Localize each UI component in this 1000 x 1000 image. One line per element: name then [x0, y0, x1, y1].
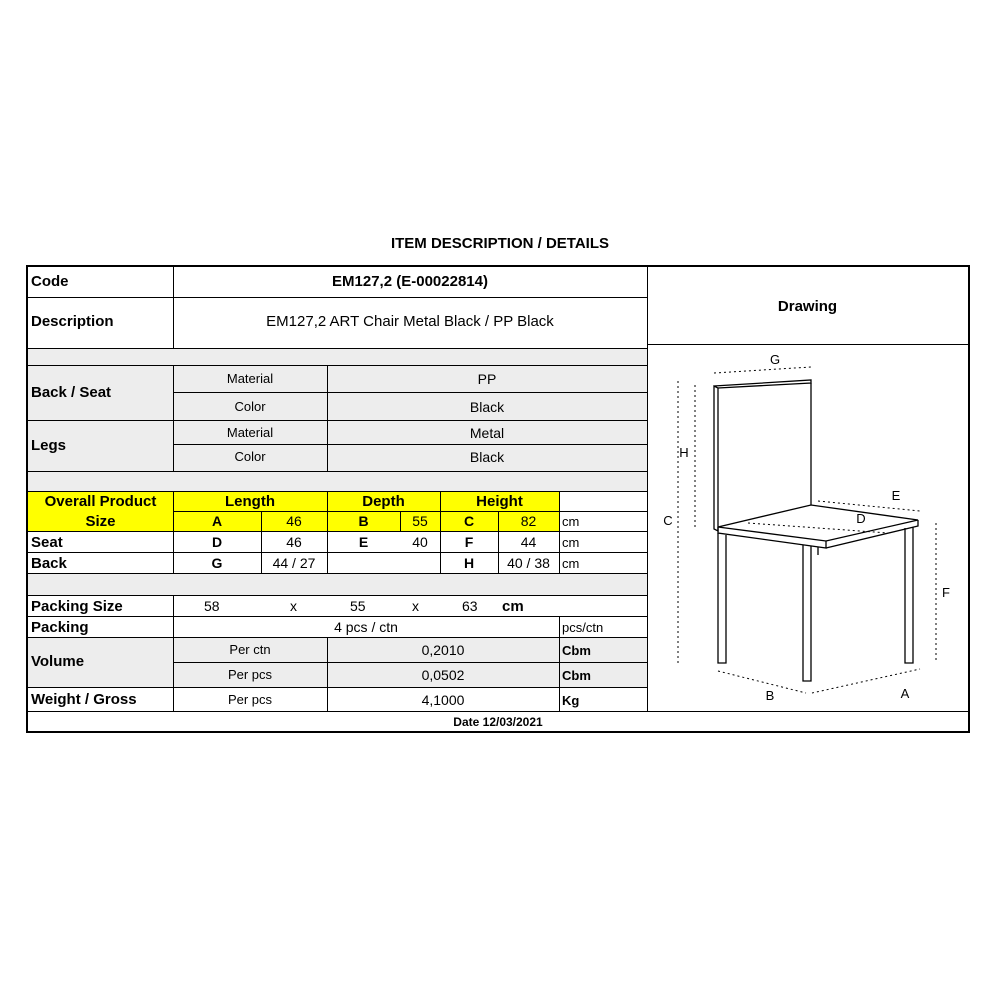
packing-label: Packing	[31, 619, 89, 636]
packing-size-height: 63	[462, 598, 478, 614]
chair-backrest	[714, 386, 718, 531]
dim-label-g: G	[769, 352, 781, 367]
spacer-row	[28, 348, 647, 365]
volume-per-pcs-label: Per pcs	[227, 667, 273, 682]
dim-label-b: B	[765, 688, 775, 703]
volume-per-pcs: 0,0502	[421, 667, 465, 683]
legs-color-label: Color	[234, 449, 266, 464]
dim-label-e: E	[891, 488, 901, 503]
seat-f: F	[464, 534, 474, 550]
dim-label-a: A	[900, 686, 910, 701]
back-label: Back	[31, 555, 67, 572]
packing-value: 4 pcs / ctn	[334, 619, 398, 635]
dim-label-f: F	[942, 585, 950, 600]
seat-unit: cm	[562, 535, 580, 550]
back-g: G	[211, 555, 223, 571]
weight-unit: Kg	[562, 693, 580, 708]
description-value: EM127,2 ART Chair Metal Black / PP Black	[266, 313, 554, 330]
overall-a-value: 46	[286, 513, 302, 529]
dim-label-h: H	[679, 445, 689, 460]
overall-label-1: Overall Product	[44, 493, 157, 510]
item-details-sheet	[26, 265, 970, 733]
legs-material: Metal	[469, 425, 505, 441]
overall-c: C	[463, 513, 475, 529]
back-h: H	[463, 555, 475, 571]
back-unit: cm	[562, 556, 580, 571]
seat-d-value: 46	[286, 534, 302, 550]
weight-per-pcs-label: Per pcs	[227, 692, 273, 707]
weight-label: Weight / Gross	[31, 691, 137, 708]
dim-label-c: C	[663, 513, 673, 528]
description-label: Description	[31, 313, 114, 330]
document-title: ITEM DESCRIPTION / DETAILS	[390, 235, 610, 252]
spacer-row-2	[28, 471, 647, 491]
code-label: Code	[31, 273, 69, 290]
packing-size-width: 55	[350, 598, 366, 614]
height-header: Height	[476, 493, 523, 510]
overall-a: A	[211, 513, 223, 529]
overall-unit: cm	[562, 514, 580, 529]
overall-c-value: 82	[520, 513, 537, 529]
chair-leg-front-left	[718, 533, 726, 663]
back-seat-material: PP	[477, 371, 497, 387]
overall-label-2: Size	[85, 513, 116, 530]
volume-per-ctn: 0,2010	[421, 642, 465, 658]
packing-size-label: Packing Size	[31, 598, 123, 615]
back-seat-label: Back / Seat	[31, 384, 112, 401]
volume-per-pcs-unit: Cbm	[562, 668, 591, 683]
chair-drawing	[648, 345, 968, 711]
packing-size-unit: cm	[502, 598, 524, 615]
seat-e-value: 40	[412, 534, 428, 550]
back-seat-color-label: Color	[234, 399, 266, 414]
back-h-value: 40 / 38	[507, 555, 550, 571]
volume-per-ctn-unit: Cbm	[562, 643, 591, 658]
volume-per-ctn-label: Per ctn	[229, 642, 271, 657]
weight-value: 4,1000	[421, 692, 465, 708]
back-g-value: 44 / 27	[272, 555, 316, 571]
chair-leg-front-right	[803, 545, 811, 681]
drawing-label: Drawing	[777, 298, 838, 315]
overall-b-value: 55	[412, 513, 428, 529]
legs-material-label: Material	[226, 425, 274, 440]
chair-leg-back-right	[905, 527, 913, 663]
back-seat-material-label: Material	[226, 371, 274, 386]
overall-b: B	[358, 513, 369, 529]
legs-label: Legs	[31, 437, 67, 454]
dim-label-d: D	[856, 511, 866, 526]
back-seat-color: Black	[469, 399, 505, 415]
packing-unit: pcs/ctn	[562, 620, 604, 635]
packing-size-x2: x	[412, 598, 419, 614]
document-date: Date 12/03/2021	[453, 715, 543, 729]
length-header: Length	[225, 493, 275, 510]
volume-label: Volume	[31, 653, 85, 670]
packing-size-x1: x	[290, 598, 297, 614]
seat-label: Seat	[31, 534, 63, 551]
code-value: EM127,2 (E-00022814)	[332, 273, 488, 290]
seat-d: D	[211, 534, 223, 550]
seat-e: E	[358, 534, 369, 550]
seat-f-value: 44	[520, 534, 537, 550]
spacer-row-3	[28, 573, 647, 595]
legs-color: Black	[469, 449, 505, 465]
packing-size-length: 58	[204, 598, 220, 614]
depth-header: Depth	[362, 493, 405, 510]
